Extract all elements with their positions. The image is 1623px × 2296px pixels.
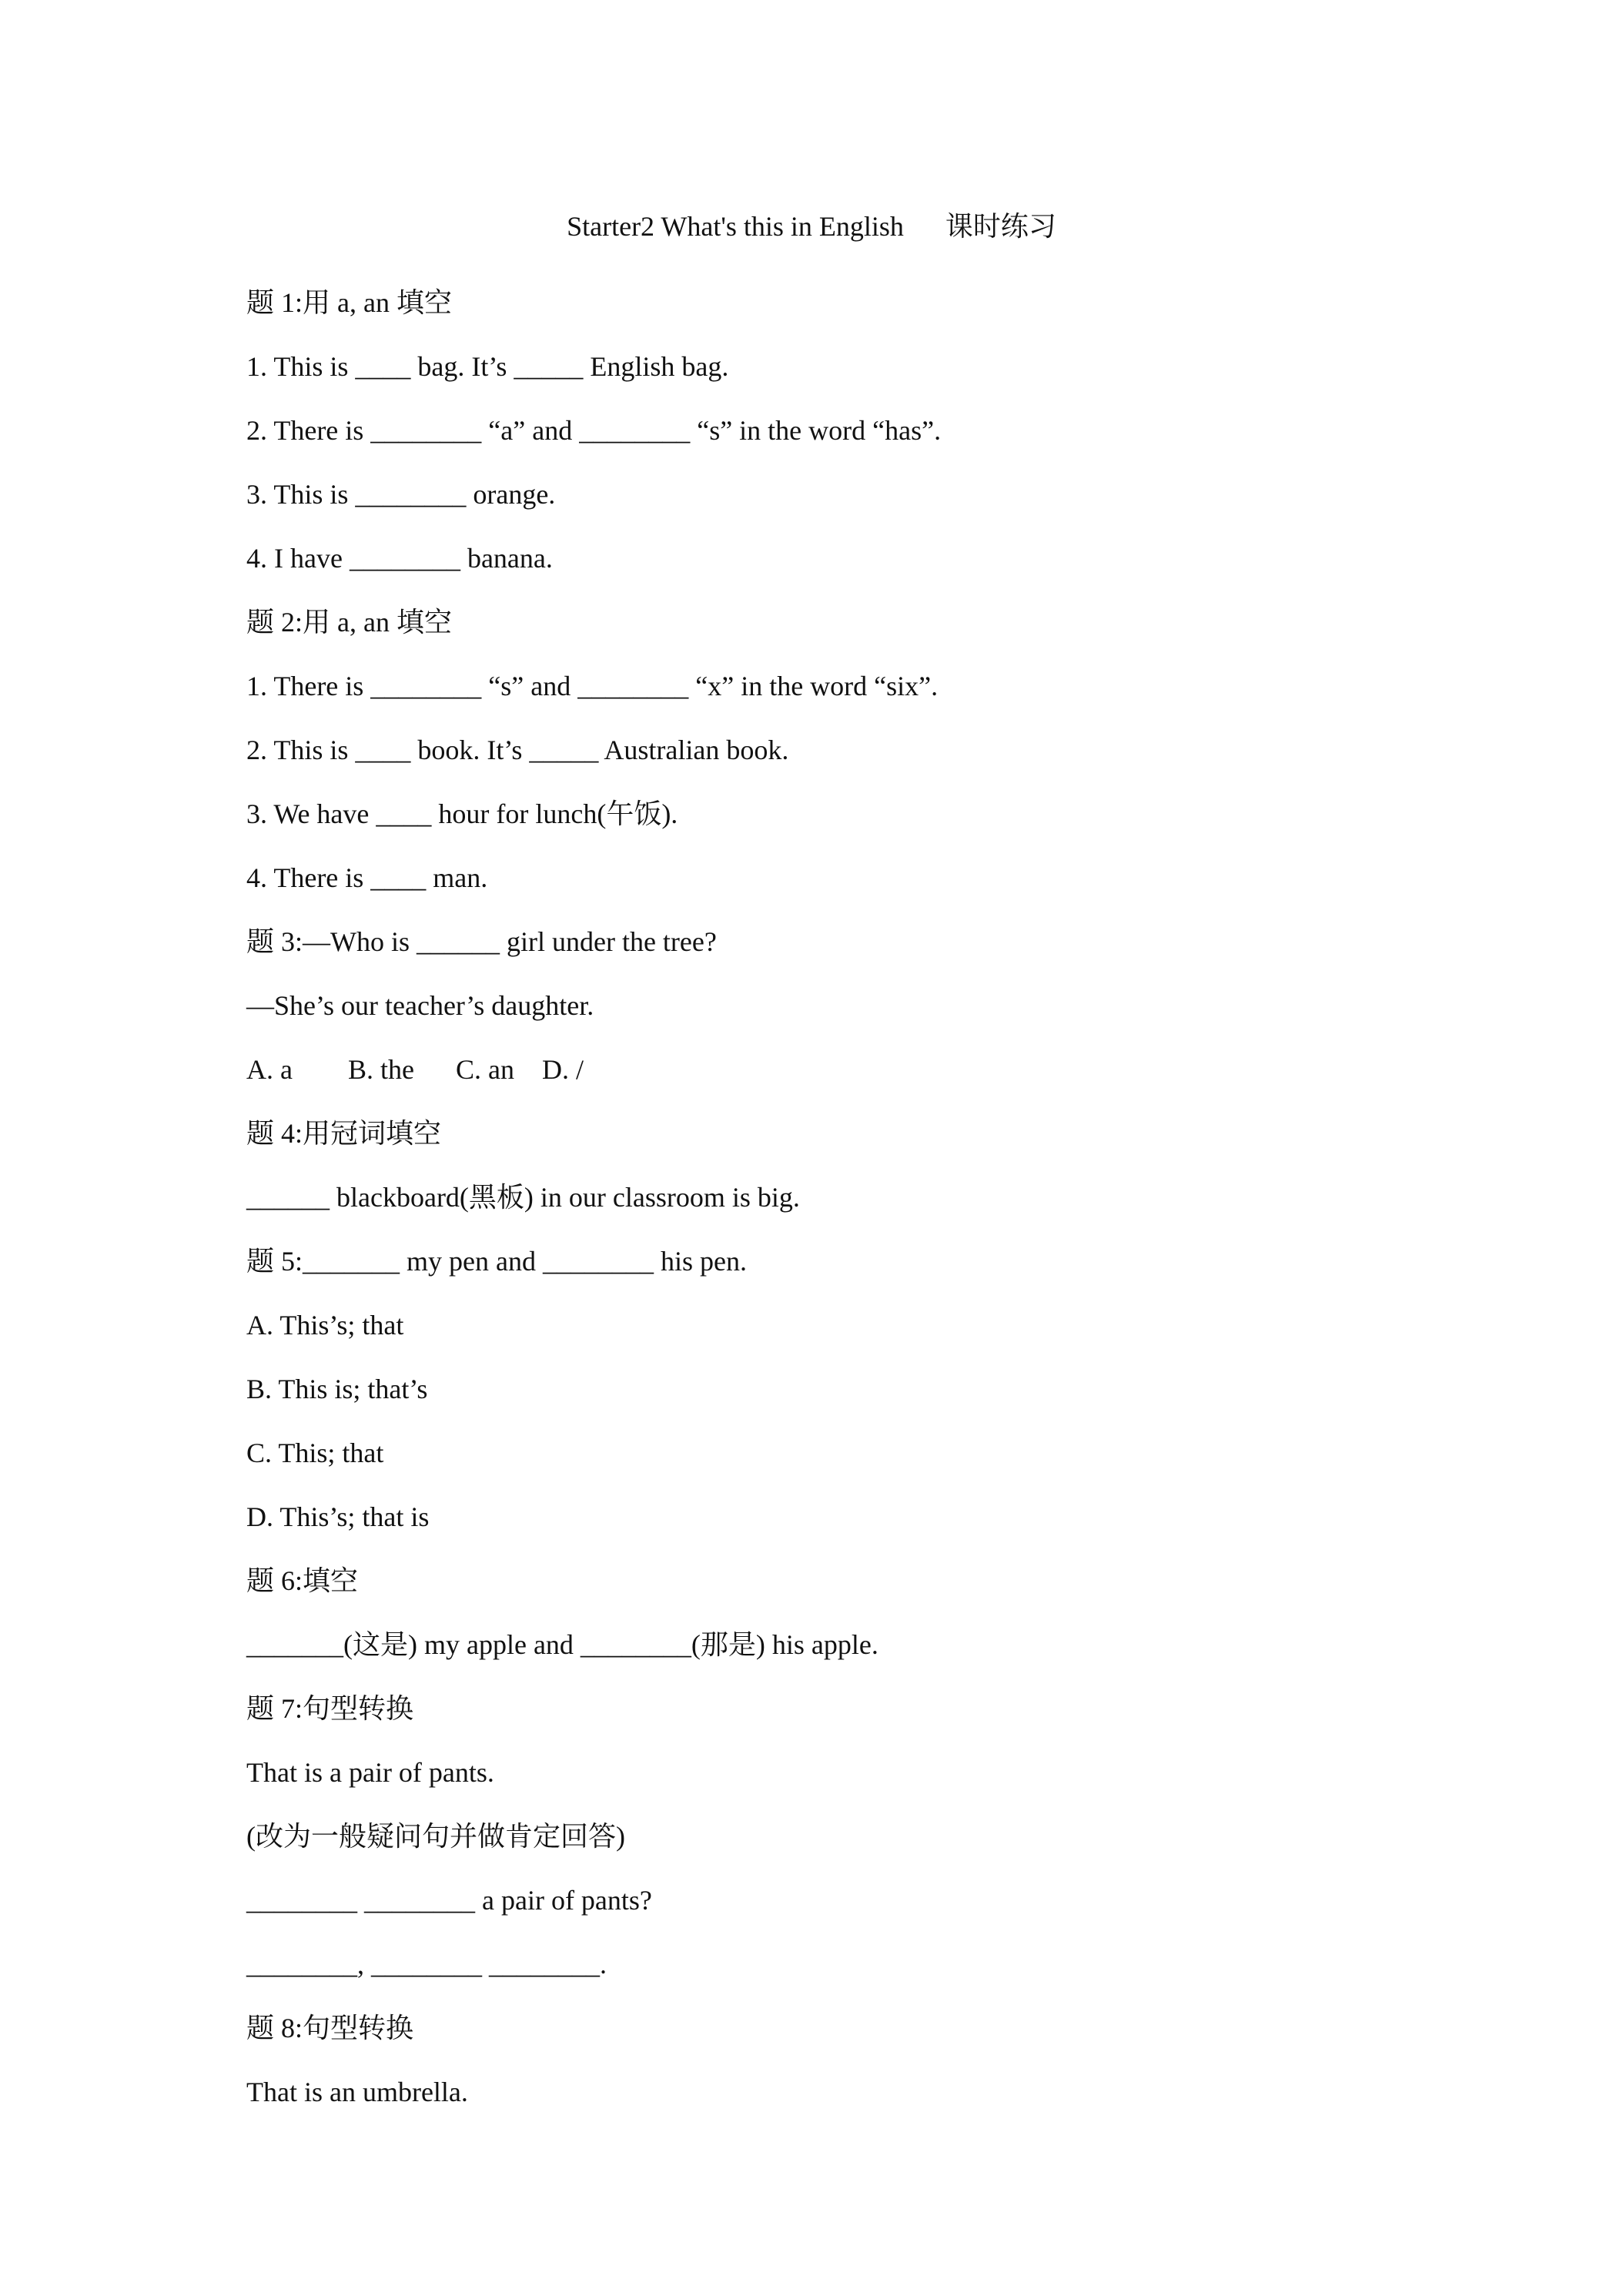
question-1-heading: 题 1:用 a, an 填空: [246, 287, 452, 318]
question-2-item-1: 1. There is ________ “s” and ________ “x” in the word “six”.: [246, 671, 939, 701]
question-1-item-1: 1. This is ____ bag. It’s _____ English bag.: [246, 351, 729, 382]
question-3-prompt: 题 3:—Who is ______ girl under the tree?: [246, 926, 717, 957]
question-5-option-c: C. This; that: [246, 1438, 384, 1468]
question-7-instruction: (改为一般疑问句并做肯定回答): [246, 1821, 625, 1852]
question-8-sentence: That is an umbrella.: [246, 2077, 468, 2107]
question-7-blank-answer: ________, ________ ________.: [246, 1949, 607, 1980]
question-5-option-a: A. This’s; that: [246, 1310, 404, 1340]
question-2-item-3: 3. We have ____ hour for lunch(午饭).: [246, 798, 678, 829]
question-6-item: _______(这是) my apple and ________(那是) his apple.: [246, 1629, 878, 1660]
question-3-answer-line: —She’s our teacher’s daughter.: [246, 990, 594, 1021]
question-8-heading: 题 8:句型转换: [246, 2013, 414, 2043]
question-2-item-2: 2. This is ____ book. It’s _____ Australian book.: [246, 735, 789, 765]
question-7-sentence: That is a pair of pants.: [246, 1757, 494, 1788]
question-7-heading: 题 7:句型转换: [246, 1693, 414, 1724]
exercise-body: [246, 271, 1447, 2124]
question-4-item: ______ blackboard(黑板) in our classroom is big.: [246, 1182, 800, 1213]
question-4-heading: 题 4:用冠词填空: [246, 1118, 442, 1149]
question-2-heading: 题 2:用 a, an 填空: [246, 607, 452, 638]
question-5-prompt: 题 5:_______ my pen and ________ his pen.: [246, 1246, 747, 1277]
question-5-option-d: D. This’s; that is: [246, 1501, 430, 1532]
question-5-option-b: B. This is; that’s: [246, 1374, 428, 1404]
document-title: Starter2 What's this in English 课时练习: [567, 211, 1056, 242]
question-1-item-3: 3. This is ________ orange.: [246, 479, 556, 510]
question-3-options: A. a B. the C. an D. /: [246, 1054, 584, 1085]
question-6-heading: 题 6:填空: [246, 1565, 359, 1596]
question-2-item-4: 4. There is ____ man.: [246, 862, 488, 893]
question-1-item-2: 2. There is ________ “a” and ________ “s” in the word “has”.: [246, 415, 942, 446]
question-7-blank-question: ________ ________ a pair of pants?: [246, 1885, 652, 1916]
question-1-item-4: 4. I have ________ banana.: [246, 543, 553, 574]
